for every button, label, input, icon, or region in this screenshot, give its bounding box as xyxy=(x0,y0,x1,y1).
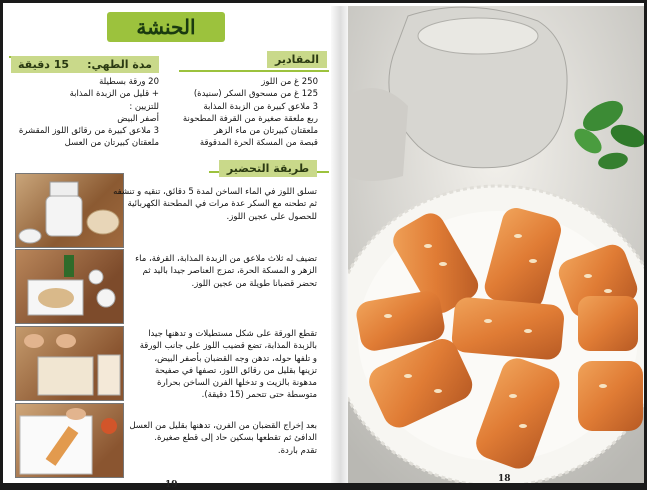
mixing-bowl-illustration xyxy=(16,250,123,323)
ingredients-label-box xyxy=(267,51,327,68)
extra-item: + قليل من الزبدة المذابة xyxy=(69,89,159,100)
cutting-illustration xyxy=(16,404,123,477)
step-photo-1 xyxy=(15,173,124,248)
ingredients-list xyxy=(158,76,318,150)
magazine-spread xyxy=(3,3,644,490)
step-text-2: تضيف له ثلاث ملاعق من الزبدة المذابة، القرفة، ماء الزهر و المسكة الحرة، تمزج العناصر جيدا باليد ثم تحضر قضبانا طويلة من عجين اللوز. xyxy=(135,254,317,289)
method-label: طريقة التحضير xyxy=(226,162,310,175)
extra-item: ملعقتان كبيرتان من العسل xyxy=(64,138,159,149)
cooking-time-value: 15 دقيقة xyxy=(18,58,70,71)
step-text-4: بعد إخراج القضبان من الفرن، تدهنها بقليل من العسل الدافئ ثم تقطعها بسكين حاد إلى قطع صغيرة. تقدم باردة. xyxy=(129,421,317,456)
step-photo-2 xyxy=(15,249,124,324)
ingredient-item: 250 غ من اللوز xyxy=(261,77,318,87)
extra-item: للتزيين : xyxy=(129,101,159,112)
page-number-right: 18 xyxy=(498,474,511,483)
ingredient-item: ربع ملعقة صغيرة من القرفة المطحونة xyxy=(182,113,318,124)
ingredient-item: 125 غ من مسحوق السكر (سنيدة) xyxy=(193,89,318,100)
recipe-title-box xyxy=(107,12,225,42)
ingredient-item: ملعقتان كبيرتان من ماء الزهر xyxy=(213,126,318,137)
cooking-time-label: مدة الطهي: xyxy=(87,58,152,71)
recipe-page xyxy=(9,8,332,490)
ingredients-underline xyxy=(179,70,329,72)
extras-list xyxy=(9,76,159,150)
food-photo-page xyxy=(348,6,644,483)
step-photo-3 xyxy=(15,326,124,401)
step-text-3: تقطع الورقة على شكل مستطيلات و تدهنها جيدا بالزبدة المذابة، تضع قضيب اللوز على جانب الورقة و تلفها حوله، تدهن وجه القضبان بأصفر البيض، تزينها بقليل من رقائق اللوز، تصفها في صفيحة مدهونة بالزيت و تدخلها الفرن الساخن بحرارة متوسطة حتى تتحمر (15 دقيقة). xyxy=(139,329,317,401)
extra-item: أصفر البيض xyxy=(117,113,159,124)
extra-item: 20 ورقة بسطيلة xyxy=(99,77,159,87)
page-number-left: 19 xyxy=(165,480,178,490)
rolling-pastry-illustration xyxy=(16,327,123,400)
cooking-time-box xyxy=(11,56,159,73)
ingredient-item: قبصة من المسكة الحرة المدقوقة xyxy=(199,138,318,149)
method-label-box xyxy=(219,160,317,177)
ingredient-item: 3 ملاعق كبيرة من الزبدة المذابة xyxy=(203,101,318,112)
recipe-title: الحنشة xyxy=(136,15,196,39)
grinder-illustration xyxy=(16,174,123,247)
extra-item: 3 ملاعق كبيرة من رقائق اللوز المقشرة xyxy=(18,126,159,137)
ingredients-label: المقادير xyxy=(275,53,319,66)
step-photo-4 xyxy=(15,403,124,478)
page-gutter xyxy=(331,6,348,483)
step-text-1: تسلق اللوز في الماء الساخن لمدة 5 دقائق، تنقيه و تنشفه ثم تطحنه مع السكر عدة مرات في المطحنة الكهربائية للحصول على عجين اللوز. xyxy=(113,187,317,222)
pastry-photo xyxy=(348,6,644,483)
